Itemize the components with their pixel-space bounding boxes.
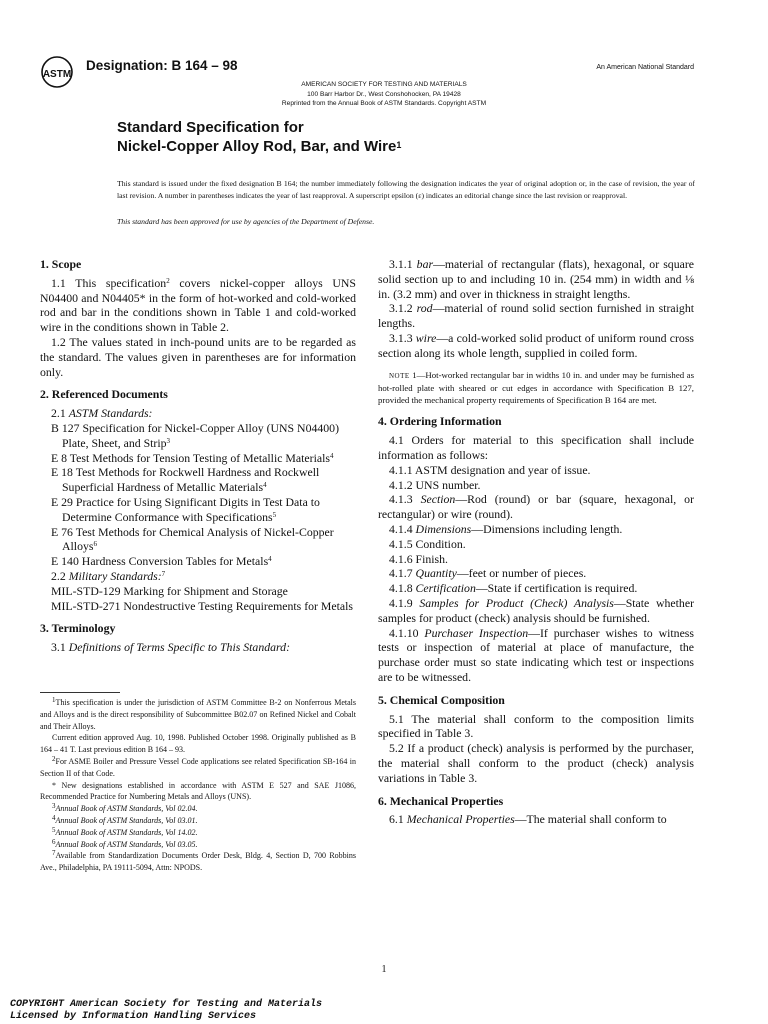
right-column bbox=[378, 255, 694, 827]
paragraph-4-1-4: 4.1.4 Dimensions—Dimensions including length. bbox=[389, 522, 623, 537]
logo-text: ASTM bbox=[42, 69, 72, 80]
section-heading-chemical-composition: 5. Chemical Composition bbox=[378, 692, 505, 707]
issuance-notice: This standard is issued under the fixed designation B 164; the number immediately following the designation indicates the year of original adoption or, in the case of revision, the year of last revision. A number in parentheses indicates the year of last reapproval. A superscript epsilon (ε) indicates an editorial change since the last revision or reapproval. bbox=[117, 179, 695, 200]
section-heading-scope: 1. Scope bbox=[40, 257, 82, 271]
title-line-1: Standard Specification for bbox=[117, 119, 304, 136]
paragraph-3-1: 3.1 Definitions of Terms Specific to This Standard: bbox=[51, 640, 291, 655]
paragraph-1-2: 1.2 The values stated in inch-pound units are to be regarded as the standard. The values given in parentheses are for information only. bbox=[40, 334, 356, 379]
reprint-note: Reprinted from the Annual Book of ASTM Standards. Copyright ASTM bbox=[281, 100, 487, 107]
paragraph-4-1-3: 4.1.3 Section—Rod (round) or bar (square, hexagonal, or rectangular) or wire (round). bbox=[378, 492, 694, 522]
paragraph-4-1-6: 4.1.6 Finish. bbox=[389, 551, 448, 566]
org-address: 100 Barr Harbor Dr., West Conshohocken, PA 19428 bbox=[307, 90, 461, 98]
note-1: NOTE 1—Hot-worked rectangular bar in widths 10 in. and under may be furnished as hot-rolled plate with sheared or cut edges in accordance with Specification B 127, provided the mechanical property requirements of Specification B 164 are met. bbox=[378, 369, 694, 406]
paragraph-6-1: 6.1 Mechanical Properties—The material shall conform to bbox=[389, 812, 667, 827]
footnote: Current edition approved Aug. 10, 1998. Published October 1998. Originally published as B 164 – 41 T. Last previous edition B 164 – 93. bbox=[40, 733, 356, 755]
document-title bbox=[117, 118, 401, 156]
title-footnote-mark: 1 bbox=[396, 140, 402, 150]
military-standard-item: MIL-STD-271 Nondestructive Testing Requirements for Metals bbox=[51, 598, 354, 613]
copyright-line-2: Licensed by Information Handling Services bbox=[10, 1010, 257, 1022]
paragraph-2-1: 2.1 ASTM Standards: bbox=[51, 406, 153, 421]
footnote: $^2$For ASME Boiler and Pressure Vessel Code applications see related Specification SB-164 in Section II of that Code. bbox=[40, 754, 356, 778]
copyright-footer bbox=[10, 999, 322, 1022]
dod-approval-note: This standard has been approved for use by agencies of the Department of Defense. bbox=[117, 217, 375, 226]
footnote: $^7$Available from Standardization Documents Order Desk, Bldg. 4, Section D, 700 Robbins Ave., Philadelphia, PA 19111-5094, Attn: NPODS. bbox=[40, 849, 356, 873]
left-column bbox=[40, 255, 356, 655]
title-line-2: Nickel-Copper Alloy Rod, Bar, and Wire bbox=[117, 138, 397, 155]
footnote: $^3$Annual Book of ASTM Standards, Vol 02.04. bbox=[52, 802, 198, 814]
reference-item: E 8 Test Methods for Tension Testing of Metallic Materials$^4$ bbox=[51, 450, 334, 465]
section-heading-ordering-information: 4. Ordering Information bbox=[378, 414, 502, 429]
copyright-line-1: COPYRIGHT American Society for Testing and Materials bbox=[10, 999, 323, 1010]
military-standard-item: MIL-STD-129 Marking for Shipment and Storage bbox=[51, 583, 288, 598]
paragraph-4-1-5: 4.1.5 Condition. bbox=[389, 536, 466, 551]
reference-item: E 140 Hardness Conversion Tables for Metals$^4$ bbox=[51, 554, 272, 569]
paragraph-3-1-2: 3.1.2 rod—material of round solid section furnished in straight lengths. bbox=[378, 301, 694, 331]
paragraph-4-1: 4.1 Orders for material to this specification shall include information as follows: bbox=[378, 433, 694, 463]
paragraph-4-1-1: 4.1.1 ASTM designation and year of issue. bbox=[389, 462, 591, 477]
publisher-block bbox=[0, 80, 768, 109]
paragraph-5-1: 5.1 The material shall conform to the composition limits specified in Table 3. bbox=[378, 711, 694, 741]
reference-item: E 76 Test Methods for Chemical Analysis of Nickel-Copper Alloys$^6$ bbox=[51, 524, 334, 554]
paragraph-5-2: 5.2 If a product (check) analysis is performed by the purchaser, the material shall conform to the product (check) analysis variations in Table 3. bbox=[378, 741, 694, 785]
paragraph-3-1-1: 3.1.1 bar—material of rectangular (flats), hexagonal, or square solid section up to and including 10 in. (254 mm) in width and ⅛ in. (3.2 mm) and over in thickness in straight lengths. bbox=[378, 257, 694, 301]
footnote: $^5$Annual Book of ASTM Standards, Vol 14.02. bbox=[52, 825, 198, 837]
national-standard-label: An American National Standard bbox=[596, 64, 694, 71]
reference-item: E 18 Test Methods for Rockwell Hardness and Rockwell Superficial Hardness of Metallic Materials$^4$ bbox=[51, 465, 320, 495]
paragraph-1-1: 1.1 This specification$^2$ covers nickel-copper alloys UNS N04400 and N04405* in the form of hot-worked and cold-worked rod and bar in the conditions shown in Table 1 and cold-worked wire in the conditions shown in Table 2. bbox=[40, 275, 356, 335]
section-heading-referenced-documents: 2. Referenced Documents bbox=[40, 387, 168, 402]
section-heading-terminology: 3. Terminology bbox=[40, 621, 116, 636]
reference-item: E 29 Practice for Using Significant Digits in Test Data to Determine Conformance with Specifications$^5$ bbox=[51, 494, 320, 524]
paragraph-2-2: 2.2 Military Standards:$^7$ bbox=[51, 568, 166, 583]
reference-item: B 127 Specification for Nickel-Copper Alloy (UNS N04400) Plate, Sheet, and Strip$^3$ bbox=[51, 420, 339, 450]
footnote: $^4$Annual Book of ASTM Standards, Vol 03.01. bbox=[52, 813, 198, 825]
designation: Designation: B 164 – 98 bbox=[86, 58, 238, 73]
footnotes bbox=[40, 697, 356, 874]
paragraph-4-1-8: 4.1.8 Certification—State if certification is required. bbox=[389, 581, 638, 596]
paragraph-4-1-10: 4.1.10 Purchaser Inspection—If purchaser wishes to witness tests or inspection of material at place of manufacture, the purchase order must so state indicating which test or inspections are to be witnessed. bbox=[378, 625, 694, 685]
footnote: $^6$Annual Book of ASTM Standards, Vol 03.05. bbox=[52, 837, 198, 849]
paragraph-4-1-2: 4.1.2 UNS number. bbox=[389, 477, 481, 492]
footnote: $^1$This specification is under the jurisdiction of ASTM Committee B-2 on Nonferrous Metals and Alloys and is the direct responsibility of Subcommittee B02.07 on Refined Nickel and Cobalt and Their Alloys. bbox=[40, 696, 356, 731]
paragraph-4-1-9: 4.1.9 Samples for Product (Check) Analysis—State whether samples for product (check) analysis should be furnished. bbox=[378, 596, 694, 625]
org-name: AMERICAN SOCIETY FOR TESTING AND MATERIALS bbox=[301, 81, 467, 88]
section-heading-mechanical-properties: 6. Mechanical Properties bbox=[378, 793, 504, 808]
paragraph-3-1-3: 3.1.3 wire—a cold-worked solid product of uniform round cross section along its whole length, supplied in coiled form. bbox=[378, 330, 694, 360]
paragraph-4-1-7: 4.1.7 Quantity—feet or number of pieces. bbox=[389, 566, 587, 581]
footnote-divider bbox=[40, 692, 120, 693]
page-number: 1 bbox=[381, 964, 387, 975]
footnote: * New designations established in accordance with ASTM E 527 and SAE J1086, Recommended Practice for Numbering Metals and Alloys (UNS). bbox=[40, 780, 356, 802]
